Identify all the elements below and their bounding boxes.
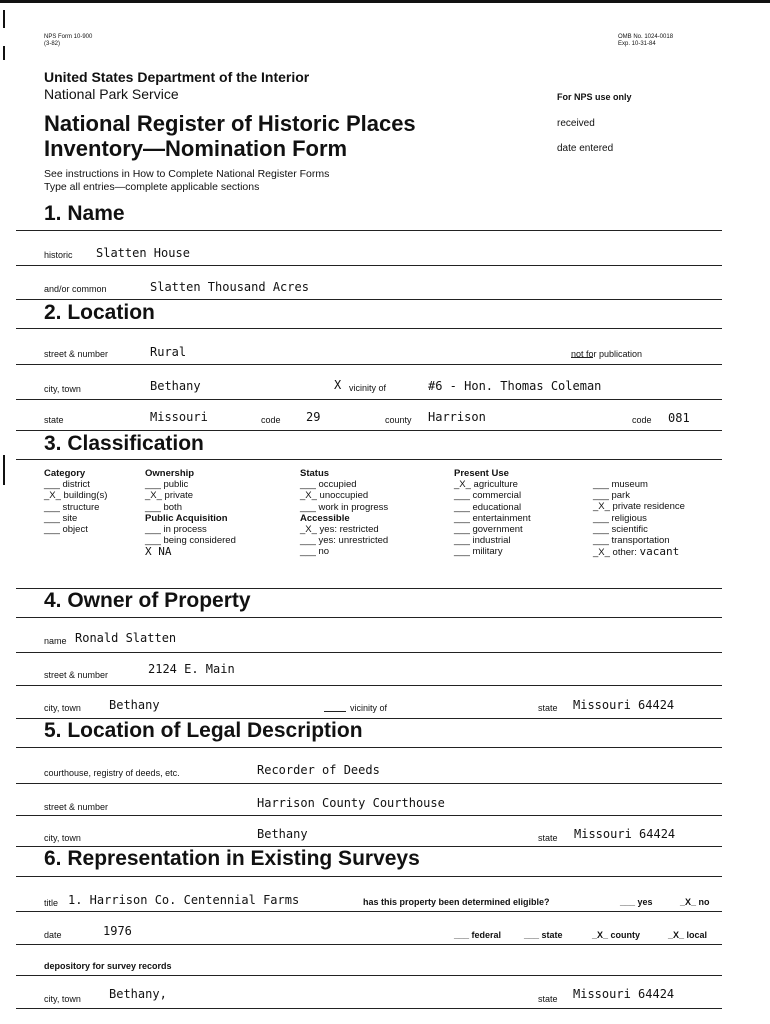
owner-city-label: city, town [44,703,81,713]
section-4-title: 4. Owner of Property [44,589,251,612]
use-transportation[interactable]: ___ transportation [593,535,670,547]
status-occupied[interactable]: ___ occupied [300,479,357,491]
state-code-label: code [261,415,281,425]
use-other-label: _X_ other: [593,547,637,559]
present-use-column [454,468,531,558]
state-value[interactable]: Missouri [150,410,208,424]
form-title: National Register of Historic Places [44,111,416,136]
section-5-title: 5. Location of Legal Description [44,719,363,742]
section-6-title: 6. Representation in Existing Surveys [44,847,420,870]
legal-city-label: city, town [44,833,81,843]
legal-state-label: state [538,833,558,843]
survey-state[interactable]: ___ state [524,930,563,940]
ownership-both[interactable]: ___ both [145,501,182,513]
county-label: county [385,415,412,425]
use-military[interactable]: ___ military [454,546,503,558]
county-value[interactable]: Harrison [428,410,486,424]
eligible-question: has this property been determined eligible? [363,897,550,907]
form-date: (3-82) [44,41,61,47]
city-value[interactable]: Bethany [150,379,201,393]
depository-state-value[interactable]: Missouri 64424 [573,987,675,1001]
owner-city-value[interactable]: Bethany [109,698,160,712]
field-rule [16,975,722,976]
survey-title-value[interactable]: 1. Harrison Co. Centennial Farms [68,893,300,907]
accessible-no[interactable]: ___ no [300,546,330,558]
field-rule [16,783,722,784]
county-code-value[interactable]: 081 [668,411,690,425]
acquisition-in-process[interactable]: ___ in process [145,524,207,536]
received-label: received [557,118,595,129]
status-work-in-progress[interactable]: ___ work in progress [300,501,389,513]
section-rule [16,747,722,748]
acquisition-na[interactable]: X NA [145,545,172,559]
legal-state-value[interactable]: Missouri 64424 [574,827,676,841]
accessible-restricted[interactable]: _X_ yes: restricted [300,524,379,536]
form-number: NPS Form 10-900 [44,34,93,40]
use-religious[interactable]: ___ religious [593,512,647,524]
field-rule [16,815,722,816]
acquisition-heading: Public Acquisition [145,512,228,524]
section-3-title: 3. Classification [44,432,204,455]
section-2-title: 2. Location [44,301,155,324]
left-margin-mark [3,46,5,60]
depository-label: depository for survey records [44,961,172,971]
use-private-residence[interactable]: _X_ private residence [593,501,685,513]
survey-date-label: date [44,930,62,940]
use-scientific[interactable]: ___ scientific [593,523,648,535]
field-rule [16,944,722,945]
section-rule [16,230,722,231]
status-column [300,468,388,558]
use-museum[interactable]: ___ museum [593,479,648,490]
vicinity-checkbox[interactable]: X [334,378,342,392]
county-code-label: code [632,415,652,425]
courthouse-label: courthouse, registry of deeds, etc. [44,768,180,778]
vicinity-label: vicinity of [349,383,387,393]
left-margin-mark [3,455,5,485]
state-label: state [44,415,64,425]
historic-name[interactable]: Slatten House [96,246,190,260]
omb-number: OMB No. 1024-0018 [618,34,674,40]
ownership-heading: Ownership [145,468,195,479]
ownership-column [145,468,236,558]
historic-label: historic [44,250,73,260]
accessible-unrestricted[interactable]: ___ yes: unrestricted [300,535,389,547]
category-district[interactable]: ___ district [44,479,90,491]
legal-street-label: street & number [44,802,109,812]
field-rule [16,364,722,365]
street-number-value[interactable]: Rural [150,345,187,359]
common-name[interactable]: Slatten Thousand Acres [150,280,309,294]
legal-street-value[interactable]: Harrison County Courthouse [257,796,445,810]
eligible-no[interactable]: _X_ no [680,897,710,907]
service-name: National Park Service [44,86,179,102]
ownership-public[interactable]: ___ public [145,479,189,491]
top-border [0,0,770,3]
survey-county[interactable]: _X_ county [592,930,641,940]
category-column [44,468,107,535]
use-park[interactable]: ___ park [593,490,630,502]
section-rule [16,459,722,460]
instructions-line: See instructions in How to Complete National Register Forms [44,168,330,180]
owner-state-label: state [538,703,558,713]
survey-title-label: title [44,898,59,908]
not-for-publication: not for publication [571,349,643,359]
date-entered-label: date entered [557,143,614,154]
owner-street-value[interactable]: 2124 E. Main [148,662,235,676]
owner-vicinity-checkbox[interactable] [324,704,346,712]
owner-state-value[interactable]: Missouri 64424 [573,698,675,712]
use-industrial[interactable]: ___ industrial [454,535,511,547]
field-rule [16,911,722,912]
acquisition-considered[interactable]: ___ being considered [145,535,236,547]
section-1-title: 1. Name [44,202,125,225]
section-rule [16,1008,722,1009]
survey-local[interactable]: _X_ local [668,930,708,940]
accessible-heading: Accessible [300,512,350,524]
instructions-line-2: Type all entries—complete applicable sections [44,181,260,193]
eligible-yes[interactable]: ___ yes [620,897,653,907]
section-rule [16,328,722,329]
section-rule [16,876,722,877]
use-educational[interactable]: ___ educational [454,501,522,513]
use-other-value[interactable]: vacant [639,545,680,559]
field-rule [16,265,722,266]
use-government[interactable]: ___ government [454,524,523,536]
status-unoccupied[interactable]: _X_ unoccupied [300,490,369,502]
legal-city-value[interactable]: Bethany [257,827,308,841]
use-agriculture[interactable]: _X_ agriculture [454,479,518,491]
category-object[interactable]: ___ object [44,524,88,536]
status-heading: Status [300,468,330,479]
owner-vicinity-label: vicinity of [350,703,388,713]
courthouse-value[interactable]: Recorder of Deeds [257,763,380,777]
state-code-value[interactable]: 29 [306,410,321,424]
expiration-date: Exp. 10-31-84 [618,41,656,47]
department-name: United States Department of the Interior [44,69,310,85]
street-number-label: street & number [44,349,109,359]
survey-federal[interactable]: ___ federal [454,930,502,940]
category-site[interactable]: ___ site [44,512,78,524]
category-heading: Category [44,468,86,479]
owner-name-label: name [44,636,67,646]
form-subtitle: Inventory—Nomination Form [44,136,348,161]
category-structure[interactable]: ___ structure [44,501,100,513]
present-use-heading: Present Use [454,468,509,479]
field-rule [16,399,722,400]
category-buildings[interactable]: _X_ building(s) [44,490,108,502]
field-rule [16,652,722,653]
field-rule [16,685,722,686]
depository-city-value[interactable]: Bethany, [109,987,167,1001]
common-name-label: and/or common [44,284,107,294]
ownership-private[interactable]: _X_ private [145,490,194,502]
left-margin-mark [3,10,5,28]
not-for-publication-checkbox[interactable] [571,349,593,358]
depository-state-label: state [538,994,558,1004]
depository-city-label: city, town [44,994,81,1004]
section-rule [16,299,722,300]
vicinity-value[interactable]: #6 - Hon. Thomas Coleman [428,379,602,393]
survey-date-value[interactable]: 1976 [103,924,132,938]
use-commercial[interactable]: ___ commercial [454,490,522,502]
owner-street-label: street & number [44,670,109,680]
section-rule [16,430,722,431]
use-entertainment[interactable]: ___ entertainment [454,512,531,524]
city-label: city, town [44,384,81,394]
present-use-column-2 [593,479,685,558]
section-rule [16,617,722,618]
nps-use-only: For NPS use only [557,92,632,102]
owner-name-value[interactable]: Ronald Slatten [75,631,177,645]
use-other[interactable] [593,546,685,558]
